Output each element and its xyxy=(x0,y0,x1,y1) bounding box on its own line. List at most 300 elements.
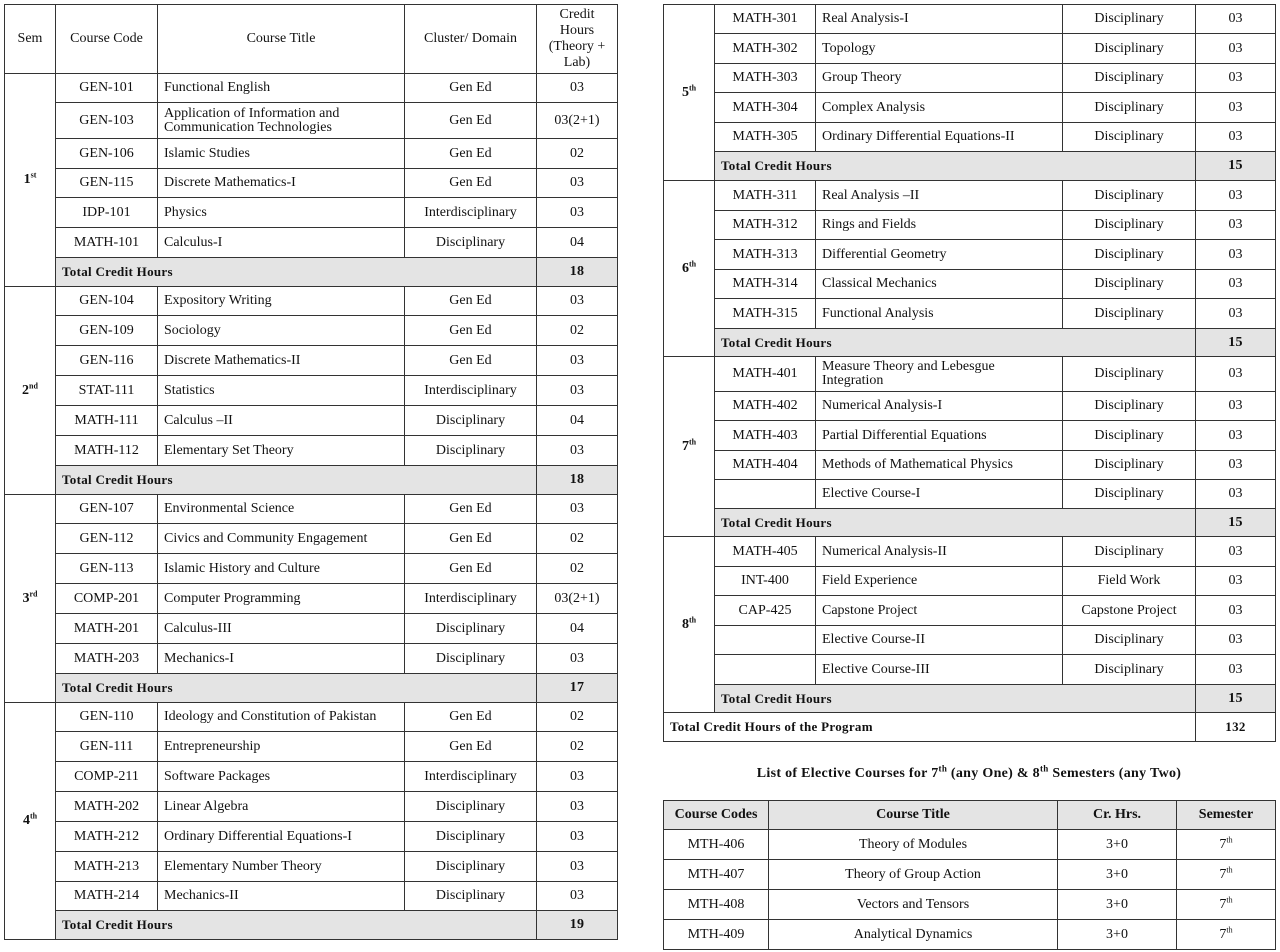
course-row xyxy=(664,240,1276,270)
course-row xyxy=(5,139,618,169)
course-code: GEN-104 xyxy=(56,287,158,316)
course-row xyxy=(664,357,1276,392)
course-cluster: Disciplinary xyxy=(1063,480,1196,509)
total-row xyxy=(5,674,618,703)
header-course-title: Course Title xyxy=(158,5,405,74)
course-code: MATH-403 xyxy=(715,421,816,451)
elective-semester-number: 7 xyxy=(1219,926,1227,942)
course-title: Differential Geometry xyxy=(816,240,1063,270)
course-credit: 02 xyxy=(537,139,618,169)
course-credit: 03 xyxy=(537,822,618,852)
course-title: Topology xyxy=(816,34,1063,64)
course-cluster: Gen Ed xyxy=(405,554,537,584)
course-row xyxy=(5,376,618,406)
semester-suffix: st xyxy=(30,170,37,180)
elective-code: MTH-407 xyxy=(664,860,769,890)
total-label: Total Credit Hours xyxy=(715,509,1196,537)
semester-suffix: th xyxy=(688,614,697,624)
course-row xyxy=(664,392,1276,421)
course-credit: 03 xyxy=(537,198,618,228)
course-code: MATH-213 xyxy=(56,852,158,882)
course-title: Physics xyxy=(158,198,405,228)
elective-semester-suffix: th xyxy=(1226,864,1233,874)
course-row xyxy=(664,451,1276,480)
course-code: MATH-315 xyxy=(715,299,816,329)
course-row xyxy=(5,316,618,346)
course-code: MATH-212 xyxy=(56,822,158,852)
course-credit: 03 xyxy=(1196,34,1276,64)
course-cluster: Disciplinary xyxy=(1063,64,1196,93)
semester-label xyxy=(5,74,56,287)
course-row xyxy=(5,406,618,436)
course-credit: 02 xyxy=(537,703,618,732)
course-code: MATH-312 xyxy=(715,211,816,240)
course-title: Real Analysis-I xyxy=(816,5,1063,34)
course-credit: 03 xyxy=(1196,299,1276,329)
course-row xyxy=(5,346,618,376)
course-cluster: Disciplinary xyxy=(1063,626,1196,655)
course-row xyxy=(664,64,1276,93)
elective-row xyxy=(664,830,1276,860)
course-credit: 03 xyxy=(537,762,618,792)
total-value: 17 xyxy=(537,674,618,703)
course-cluster: Gen Ed xyxy=(405,287,537,316)
course-credit: 02 xyxy=(537,316,618,346)
course-code: MATH-203 xyxy=(56,644,158,674)
course-row xyxy=(5,822,618,852)
course-cluster: Field Work xyxy=(1063,567,1196,596)
course-title: Discrete Mathematics-I xyxy=(158,169,405,198)
grand-total-label: Total Credit Hours of the Program xyxy=(664,713,1196,742)
course-row xyxy=(664,5,1276,34)
semester-suffix: th xyxy=(29,811,38,821)
course-row xyxy=(5,614,618,644)
course-cluster: Gen Ed xyxy=(405,316,537,346)
course-row xyxy=(664,480,1276,509)
semester-number: 4 xyxy=(22,813,30,828)
semester-number: 2 xyxy=(22,382,30,398)
course-title: Measure Theory and Lebesgue Integration xyxy=(816,357,1063,392)
elective-semester-suffix: th xyxy=(1226,894,1233,904)
course-title: Linear Algebra xyxy=(158,792,405,822)
course-row xyxy=(664,567,1276,596)
curriculum-table-right xyxy=(663,4,1276,742)
semester-label xyxy=(664,357,715,537)
course-credit: 03 xyxy=(1196,270,1276,299)
course-cluster: Gen Ed xyxy=(405,524,537,554)
course-row xyxy=(5,644,618,674)
course-title: Ideology and Constitution of Pakistan xyxy=(158,703,405,732)
course-credit: 03 xyxy=(1196,240,1276,270)
total-row xyxy=(664,509,1276,537)
course-title: Mechanics-I xyxy=(158,644,405,674)
course-cluster: Gen Ed xyxy=(405,703,537,732)
course-title: Numerical Analysis-II xyxy=(816,537,1063,567)
course-code: GEN-113 xyxy=(56,554,158,584)
course-row xyxy=(664,270,1276,299)
course-code: MATH-214 xyxy=(56,882,158,911)
total-row xyxy=(664,329,1276,357)
course-cluster: Disciplinary xyxy=(1063,211,1196,240)
course-code xyxy=(715,480,816,509)
course-row xyxy=(664,596,1276,626)
course-cluster: Disciplinary xyxy=(1063,537,1196,567)
total-value: 15 xyxy=(1196,685,1276,713)
course-credit: 04 xyxy=(537,614,618,644)
elective-hrs: 3+0 xyxy=(1058,860,1177,890)
semester-number: 7 xyxy=(681,438,689,454)
semester-label xyxy=(5,495,56,703)
course-title: Calculus-I xyxy=(158,228,405,258)
course-credit: 03 xyxy=(1196,421,1276,451)
course-title: Calculus-III xyxy=(158,614,405,644)
course-row xyxy=(5,436,618,466)
course-cluster: Disciplinary xyxy=(1063,181,1196,211)
course-code: GEN-116 xyxy=(56,346,158,376)
course-code: IDP-101 xyxy=(56,198,158,228)
course-row xyxy=(664,93,1276,123)
course-row xyxy=(664,34,1276,64)
course-credit: 03 xyxy=(537,74,618,103)
course-title: Computer Programming xyxy=(158,584,405,614)
elective-header-row xyxy=(664,801,1276,830)
course-code xyxy=(715,626,816,655)
course-code: STAT-111 xyxy=(56,376,158,406)
course-code: GEN-112 xyxy=(56,524,158,554)
header-credit-hours: Credit Hours (Theory + Lab) xyxy=(537,5,618,74)
course-code: GEN-109 xyxy=(56,316,158,346)
course-title: Sociology xyxy=(158,316,405,346)
header-cluster: Cluster/ Domain xyxy=(405,5,537,74)
elective-semester-number: 7 xyxy=(1219,896,1227,912)
course-row xyxy=(5,703,618,732)
semester-label xyxy=(664,181,715,357)
elective-semester xyxy=(1177,920,1276,950)
semester-suffix: rd xyxy=(29,588,38,598)
course-credit: 04 xyxy=(537,228,618,258)
elective-hrs: 3+0 xyxy=(1058,830,1177,860)
elective-code: MTH-409 xyxy=(664,920,769,950)
elective-hrs: 3+0 xyxy=(1058,890,1177,920)
course-title: Elementary Set Theory xyxy=(158,436,405,466)
elective-header-semester: Semester xyxy=(1177,801,1276,830)
course-row xyxy=(664,123,1276,152)
course-credit: 03 xyxy=(537,287,618,316)
course-code: MATH-101 xyxy=(56,228,158,258)
course-cluster: Disciplinary xyxy=(1063,123,1196,152)
elective-title: Theory of Modules xyxy=(769,830,1058,860)
course-cluster: Disciplinary xyxy=(405,406,537,436)
course-code: GEN-101 xyxy=(56,74,158,103)
course-title: Numerical Analysis-I xyxy=(816,392,1063,421)
course-credit: 02 xyxy=(537,732,618,762)
elective-semester-suffix: th xyxy=(1226,834,1233,844)
course-row xyxy=(5,287,618,316)
course-code: GEN-106 xyxy=(56,139,158,169)
course-code: MATH-111 xyxy=(56,406,158,436)
course-cluster: Disciplinary xyxy=(1063,451,1196,480)
course-code: MATH-202 xyxy=(56,792,158,822)
course-code: MATH-313 xyxy=(715,240,816,270)
course-title: Elementary Number Theory xyxy=(158,852,405,882)
elective-code: MTH-408 xyxy=(664,890,769,920)
course-title: Expository Writing xyxy=(158,287,405,316)
semester-suffix: th xyxy=(688,436,697,446)
course-cluster: Gen Ed xyxy=(405,74,537,103)
semester-label xyxy=(5,703,56,940)
course-title: Functional English xyxy=(158,74,405,103)
course-credit: 03 xyxy=(1196,211,1276,240)
course-row xyxy=(664,626,1276,655)
total-label: Total Credit Hours xyxy=(56,466,537,495)
course-credit: 03 xyxy=(1196,537,1276,567)
header-row xyxy=(5,5,618,74)
elective-header-title: Course Title xyxy=(769,801,1058,830)
semester-suffix: th xyxy=(688,258,697,268)
total-label: Total Credit Hours xyxy=(715,152,1196,181)
course-credit: 03(2+1) xyxy=(537,584,618,614)
course-cluster: Interdisciplinary xyxy=(405,198,537,228)
course-row xyxy=(5,495,618,524)
semester-suffix: th xyxy=(688,82,697,92)
course-title: Islamic Studies xyxy=(158,139,405,169)
semester-number: 8 xyxy=(681,616,689,632)
course-code: MATH-303 xyxy=(715,64,816,93)
course-code: MATH-402 xyxy=(715,392,816,421)
course-row xyxy=(5,584,618,614)
course-code: GEN-115 xyxy=(56,169,158,198)
course-cluster: Disciplinary xyxy=(405,614,537,644)
course-title: Civics and Community Engagement xyxy=(158,524,405,554)
course-cluster: Disciplinary xyxy=(1063,270,1196,299)
course-title: Rings and Fields xyxy=(816,211,1063,240)
elective-header-hrs: Cr. Hrs. xyxy=(1058,801,1177,830)
total-label: Total Credit Hours xyxy=(56,258,537,287)
course-cluster: Interdisciplinary xyxy=(405,762,537,792)
course-credit: 03 xyxy=(1196,357,1276,392)
total-row xyxy=(5,466,618,495)
course-credit: 03 xyxy=(1196,93,1276,123)
course-code: MATH-314 xyxy=(715,270,816,299)
course-row xyxy=(5,882,618,911)
elective-semester-number: 7 xyxy=(1219,836,1227,852)
course-credit: 03 xyxy=(1196,655,1276,685)
header-sem: Sem xyxy=(5,5,56,74)
course-cluster: Disciplinary xyxy=(1063,240,1196,270)
course-title: Group Theory xyxy=(816,64,1063,93)
total-label: Total Credit Hours xyxy=(715,329,1196,357)
course-row xyxy=(664,181,1276,211)
course-cluster: Disciplinary xyxy=(1063,299,1196,329)
course-cluster: Disciplinary xyxy=(405,436,537,466)
course-cluster: Disciplinary xyxy=(405,228,537,258)
semester-suffix: nd xyxy=(29,380,38,390)
course-row xyxy=(5,762,618,792)
course-row xyxy=(664,421,1276,451)
course-code: MATH-311 xyxy=(715,181,816,211)
course-cluster: Disciplinary xyxy=(405,644,537,674)
course-title: Ordinary Differential Equations-I xyxy=(158,822,405,852)
course-cluster: Gen Ed xyxy=(405,139,537,169)
semester-label xyxy=(5,287,56,495)
course-credit: 03 xyxy=(537,644,618,674)
course-title: Islamic History and Culture xyxy=(158,554,405,584)
course-credit: 03 xyxy=(1196,392,1276,421)
total-value: 15 xyxy=(1196,152,1276,181)
course-cluster: Disciplinary xyxy=(1063,392,1196,421)
course-cluster: Disciplinary xyxy=(405,792,537,822)
course-row xyxy=(5,169,618,198)
course-credit: 04 xyxy=(537,406,618,436)
course-credit: 03 xyxy=(1196,480,1276,509)
course-code: COMP-211 xyxy=(56,762,158,792)
course-credit: 03 xyxy=(1196,626,1276,655)
course-row xyxy=(5,792,618,822)
course-cluster: Disciplinary xyxy=(1063,93,1196,123)
course-row xyxy=(664,537,1276,567)
semester-label xyxy=(664,5,715,181)
course-code: MATH-305 xyxy=(715,123,816,152)
course-code: MATH-405 xyxy=(715,537,816,567)
course-row xyxy=(5,198,618,228)
elective-list-title: List of Elective Courses for 7th (any One) & 8th Semesters (any Two) xyxy=(756,763,1182,781)
course-credit: 03 xyxy=(537,169,618,198)
course-credit: 03 xyxy=(1196,5,1276,34)
course-title: Statistics xyxy=(158,376,405,406)
total-value: 15 xyxy=(1196,329,1276,357)
semester-number: 6 xyxy=(681,260,689,276)
course-cluster: Gen Ed xyxy=(405,732,537,762)
course-title: Capstone Project xyxy=(816,596,1063,626)
course-cluster: Disciplinary xyxy=(1063,655,1196,685)
course-credit: 03 xyxy=(1196,567,1276,596)
total-label: Total Credit Hours xyxy=(56,911,537,940)
course-row xyxy=(5,524,618,554)
total-row xyxy=(664,152,1276,181)
total-value: 18 xyxy=(537,258,618,287)
course-credit: 03 xyxy=(537,376,618,406)
total-value: 15 xyxy=(1196,509,1276,537)
course-title: Elective Course-III xyxy=(816,655,1063,685)
elective-title: Analytical Dynamics xyxy=(769,920,1058,950)
total-row xyxy=(5,258,618,287)
course-code: MATH-301 xyxy=(715,5,816,34)
course-row xyxy=(664,299,1276,329)
course-credit: 03 xyxy=(1196,64,1276,93)
total-row xyxy=(5,911,618,940)
course-title: Application of Information and Communication Technologies xyxy=(158,103,405,139)
course-cluster: Interdisciplinary xyxy=(405,584,537,614)
elective-row xyxy=(664,860,1276,890)
total-label: Total Credit Hours xyxy=(715,685,1196,713)
course-title: Methods of Mathematical Physics xyxy=(816,451,1063,480)
course-title: Calculus –II xyxy=(158,406,405,436)
course-code: MATH-401 xyxy=(715,357,816,392)
course-code: GEN-110 xyxy=(56,703,158,732)
course-code: MATH-304 xyxy=(715,93,816,123)
elective-title: Theory of Group Action xyxy=(769,860,1058,890)
course-title: Mechanics-II xyxy=(158,882,405,911)
course-cluster: Gen Ed xyxy=(405,346,537,376)
course-credit: 03 xyxy=(1196,181,1276,211)
course-row xyxy=(5,554,618,584)
elective-courses-table xyxy=(663,800,1276,950)
course-code: COMP-201 xyxy=(56,584,158,614)
course-code: MATH-302 xyxy=(715,34,816,64)
course-title: Entrepreneurship xyxy=(158,732,405,762)
curriculum-table-left xyxy=(4,4,618,940)
course-cluster: Disciplinary xyxy=(1063,357,1196,392)
semester-number: 5 xyxy=(681,84,689,100)
course-credit: 03 xyxy=(537,346,618,376)
elective-code: MTH-406 xyxy=(664,830,769,860)
elective-row xyxy=(664,890,1276,920)
total-label: Total Credit Hours xyxy=(56,674,537,703)
course-cluster: Disciplinary xyxy=(1063,5,1196,34)
elective-semester-number: 7 xyxy=(1219,866,1227,882)
course-credit: 03 xyxy=(537,792,618,822)
course-title: Discrete Mathematics-II xyxy=(158,346,405,376)
elective-hrs: 3+0 xyxy=(1058,920,1177,950)
total-row xyxy=(664,685,1276,713)
course-row xyxy=(5,732,618,762)
course-row xyxy=(5,228,618,258)
course-credit: 03 xyxy=(1196,451,1276,480)
course-title: Field Experience xyxy=(816,567,1063,596)
header-course-code: Course Code xyxy=(56,5,158,74)
course-row xyxy=(5,74,618,103)
course-row xyxy=(664,655,1276,685)
course-code: MATH-112 xyxy=(56,436,158,466)
course-cluster: Gen Ed xyxy=(405,169,537,198)
total-value: 19 xyxy=(537,911,618,940)
elective-title: Vectors and Tensors xyxy=(769,890,1058,920)
course-cluster: Disciplinary xyxy=(405,852,537,882)
course-cluster: Gen Ed xyxy=(405,103,537,139)
course-code: CAP-425 xyxy=(715,596,816,626)
course-title: Classical Mechanics xyxy=(816,270,1063,299)
course-title: Software Packages xyxy=(158,762,405,792)
course-title: Environmental Science xyxy=(158,495,405,524)
course-cluster: Capstone Project xyxy=(1063,596,1196,626)
course-code: GEN-103 xyxy=(56,103,158,139)
course-code: GEN-107 xyxy=(56,495,158,524)
course-title: Functional Analysis xyxy=(816,299,1063,329)
semester-number: 1 xyxy=(23,172,31,187)
course-cluster: Interdisciplinary xyxy=(405,376,537,406)
elective-semester xyxy=(1177,830,1276,860)
total-value: 18 xyxy=(537,466,618,495)
course-row xyxy=(664,211,1276,240)
grand-total-value: 132 xyxy=(1196,713,1276,742)
elective-semester xyxy=(1177,860,1276,890)
course-credit: 03 xyxy=(537,882,618,911)
elective-semester xyxy=(1177,890,1276,920)
course-title: Elective Course-II xyxy=(816,626,1063,655)
course-cluster: Disciplinary xyxy=(405,822,537,852)
semester-number: 3 xyxy=(22,590,30,606)
course-credit: 02 xyxy=(537,524,618,554)
course-code: INT-400 xyxy=(715,567,816,596)
course-code: MATH-404 xyxy=(715,451,816,480)
course-credit: 03 xyxy=(1196,596,1276,626)
elective-header-codes: Course Codes xyxy=(664,801,769,830)
course-credit: 02 xyxy=(537,554,618,584)
course-credit: 03 xyxy=(537,852,618,882)
course-cluster: Gen Ed xyxy=(405,495,537,524)
course-title: Real Analysis –II xyxy=(816,181,1063,211)
course-row xyxy=(5,103,618,139)
